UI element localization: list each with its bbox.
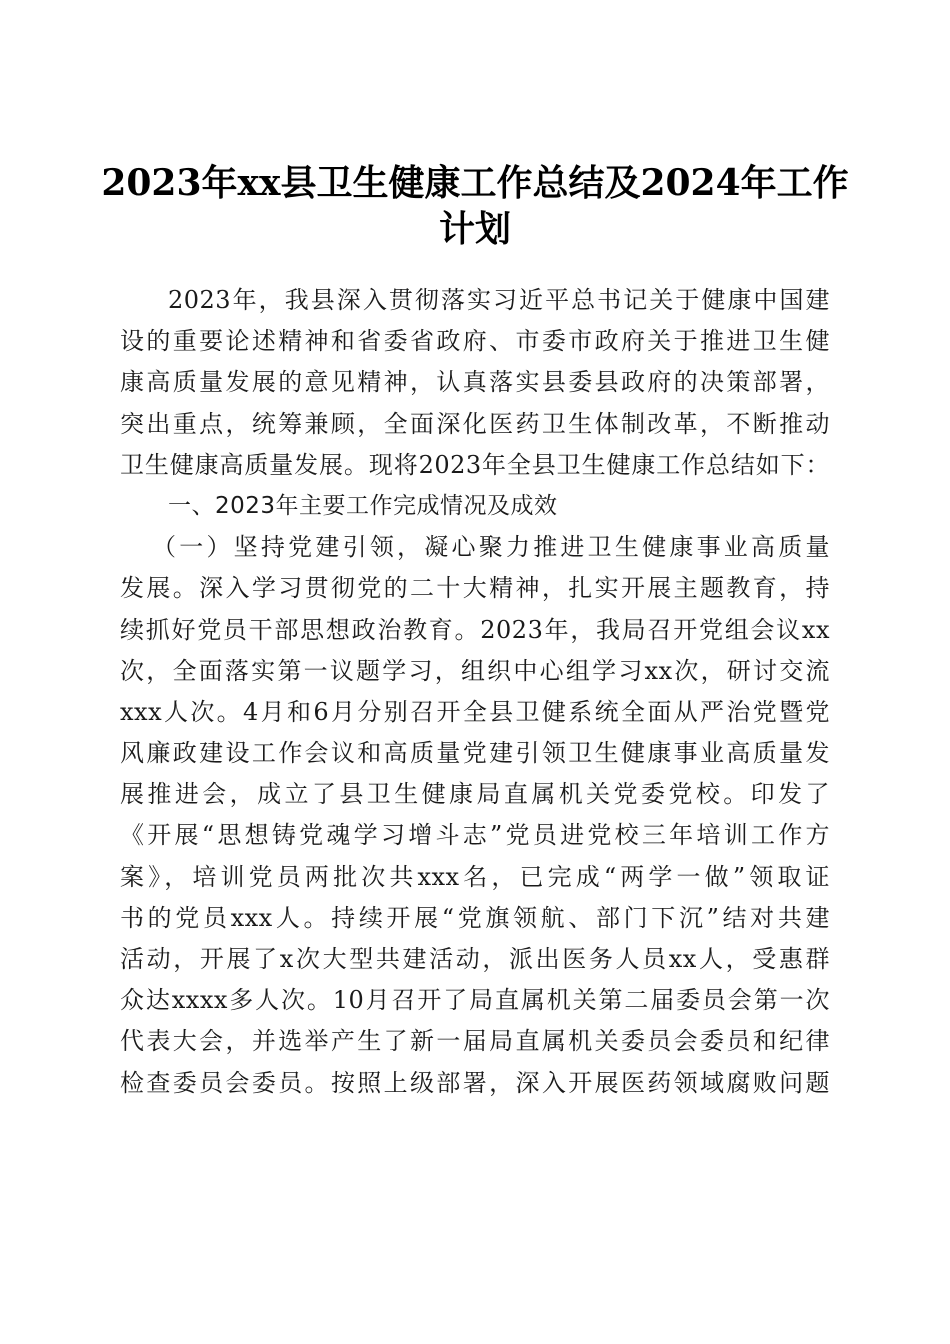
- paragraph-line: 案》，培训党员两批次共xxx名，已完成“两学一做”领取证: [120, 862, 830, 891]
- section-heading: 一、2023年主要工作完成情况及成效: [168, 492, 558, 519]
- paragraph-line: 书的党员xxx人。持续开展“党旗领航、部门下沉”结对共建: [120, 903, 830, 932]
- title-line: 2023年xx县卫生健康工作总结及2024年工作: [101, 162, 849, 205]
- paragraph-line: 设的重要论述精神和省委省政府、市委市政府关于推进卫生健: [120, 327, 830, 356]
- paragraph-line: 次，全面落实第一议题学习，组织中心组学习xx次，研讨交流: [120, 656, 830, 685]
- paragraph-line: 康高质量发展的意见精神，认真落实县委县政府的决策部署，: [120, 368, 830, 397]
- paragraph-line: 卫生健康高质量发展。现将2023年全县卫生健康工作总结如下：: [120, 450, 830, 479]
- paragraph-party-building: [120, 527, 830, 1104]
- document-body: [120, 280, 830, 1104]
- document-title: [80, 160, 870, 252]
- paragraph-intro: [120, 280, 830, 486]
- paragraph-line: 2023年，我县深入贯彻落实习近平总书记关于健康中国建: [168, 286, 830, 314]
- paragraph-line: xxx人次。4月和6月分别召开全县卫健系统全面从严治党暨党: [120, 697, 830, 726]
- paragraph-line: 活动，开展了x次大型共建活动，派出医务人员xx人，受惠群: [120, 945, 830, 973]
- paragraph-line: 展推进会，成立了县卫生健康局直属机关党委党校。印发了: [120, 780, 830, 809]
- paragraph-line: 众达xxxx多人次。10月召开了局直属机关第二届委员会第一次: [120, 986, 830, 1015]
- paragraph-line: 突出重点，统筹兼顾，全面深化医药卫生体制改革，不断推动: [120, 409, 830, 438]
- paragraph-line: 风廉政建设工作会议和高质量党建引领卫生健康事业高质量发: [120, 739, 830, 768]
- paragraph-line: 检查委员会委员。按照上级部署，深入开展医药领域腐败问题: [120, 1068, 830, 1097]
- paragraph-line: 续抓好党员干部思想政治教育。2023年，我局召开党组会议xx: [120, 615, 830, 644]
- paragraph-line: 发展。深入学习贯彻党的二十大精神，扎实开展主题教育，持: [120, 574, 830, 603]
- paragraph-line: （一）坚持党建引领，凝心聚力推进卫生健康事业高质量: [152, 533, 830, 562]
- paragraph-line: 《开展“思想铸党魂学习增斗志”党员进党校三年培训工作方: [120, 821, 830, 850]
- paragraph-line: 代表大会，并选举产生了新一届局直属机关委员会委员和纪律: [120, 1027, 830, 1056]
- title-line: 计划: [438, 208, 511, 251]
